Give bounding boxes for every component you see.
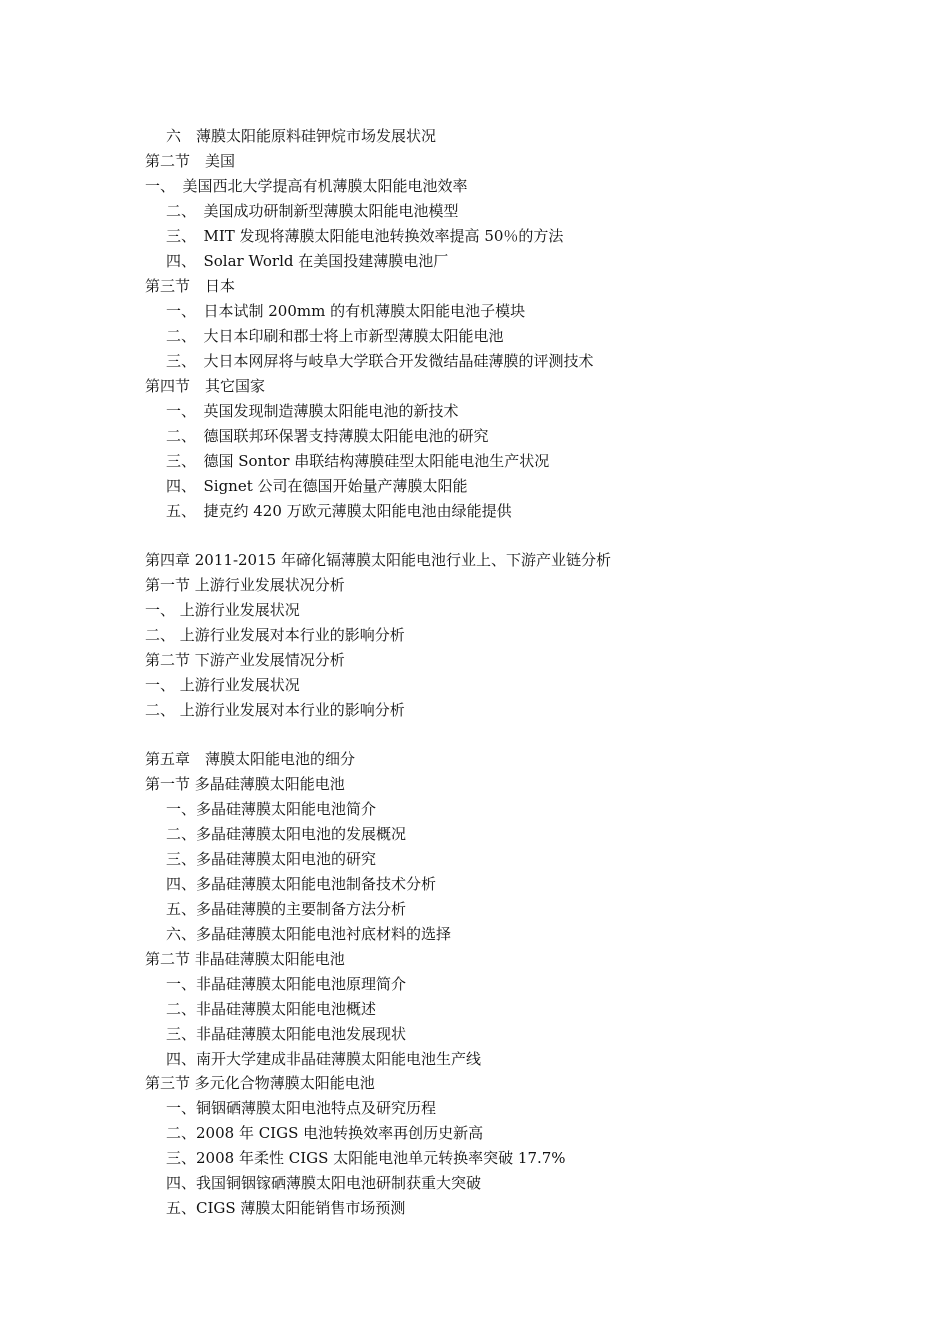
- toc-section-heading: 第二节 下游产业发展情况分析: [145, 651, 345, 669]
- toc-item: 三、非晶硅薄膜太阳能电池发展现状: [166, 1025, 407, 1043]
- toc-section-heading: 第二节 美国: [145, 152, 236, 170]
- toc-section-heading: 第一节 多晶硅薄膜太阳能电池: [145, 775, 345, 793]
- toc-item: 四、多晶硅薄膜太阳能电池制备技术分析: [166, 875, 437, 893]
- toc-item: 四、 Signet 公司在德国开始量产薄膜太阳能: [166, 477, 468, 495]
- toc-item: 三、多晶硅薄膜太阳电池的研究: [166, 850, 377, 868]
- toc-item: 一、 上游行业发展状况: [145, 601, 300, 619]
- toc-item: 三、 大日本网屏将与岐阜大学联合开发微结晶硅薄膜的评测技术: [166, 352, 594, 370]
- toc-item: 一、 英国发现制造薄膜太阳能电池的新技术: [166, 402, 459, 420]
- toc-section-heading: 第三节 多元化合物薄膜太阳能电池: [145, 1074, 375, 1092]
- toc-item: 三、 MIT 发现将薄膜太阳能电池转换效率提高 50％的方法: [166, 227, 564, 245]
- toc-item: 六、多晶硅薄膜太阳能电池衬底材料的选择: [166, 925, 452, 943]
- toc-item: 四、我国铜铟镓硒薄膜太阳电池研制获重大突破: [166, 1174, 482, 1192]
- toc-chapter-heading: 第四章 2011-2015 年碲化镉薄膜太阳能电池行业上、下游产业链分析: [145, 551, 611, 569]
- toc-section-heading: 第三节 日本: [145, 277, 236, 295]
- toc-item: 三、 德国 Sontor 串联结构薄膜硅型太阳能电池生产状况: [166, 452, 550, 470]
- toc-section-heading: 第二节 非晶硅薄膜太阳能电池: [145, 950, 345, 968]
- toc-item: 二、2008 年 CIGS 电池转换效率再创历史新高: [166, 1124, 484, 1142]
- toc-item: 三、2008 年柔性 CIGS 太阳能电池单元转换率突破 17.7%: [166, 1149, 566, 1167]
- toc-item: 二、 上游行业发展对本行业的影响分析: [145, 701, 405, 719]
- toc-item: 一、 美国西北大学提高有机薄膜太阳能电池效率: [145, 177, 468, 195]
- toc-item: 一、 上游行业发展状况: [145, 676, 300, 694]
- toc-item: 二、 大日本印刷和郡士将上市新型薄膜太阳能电池: [166, 327, 504, 345]
- toc-item: 五、CIGS 薄膜太阳能销售市场预测: [166, 1199, 406, 1217]
- toc-section-heading: 第一节 上游行业发展状况分析: [145, 576, 345, 594]
- toc-item: 二、 美国成功研制新型薄膜太阳能电池模型: [166, 202, 459, 220]
- toc-item: 一、多晶硅薄膜太阳能电池简介: [166, 800, 377, 818]
- toc-item: 四、 Solar World 在美国投建薄膜电池厂: [166, 252, 449, 270]
- toc-chapter-heading: 第五章 薄膜太阳能电池的细分: [145, 750, 356, 768]
- toc-item: 一、 日本试制 200mm 的有机薄膜太阳能电池子模块: [166, 302, 526, 320]
- toc-item: 五、 捷克约 420 万欧元薄膜太阳能电池由绿能提供: [166, 502, 512, 520]
- toc-item: 五、多晶硅薄膜的主要制备方法分析: [166, 900, 407, 918]
- toc-item: 六 薄膜太阳能原料硅钾烷市场发展状况: [166, 127, 437, 145]
- toc-item: 二、非晶硅薄膜太阳能电池概述: [166, 1000, 377, 1018]
- toc-item: 四、南开大学建成非晶硅薄膜太阳能电池生产线: [166, 1050, 482, 1068]
- toc-item: 一、非晶硅薄膜太阳能电池原理简介: [166, 975, 407, 993]
- toc-section-heading: 第四节 其它国家: [145, 377, 266, 395]
- toc-item: 二、 德国联邦环保署支持薄膜太阳能电池的研究: [166, 427, 489, 445]
- toc-item: 二、 上游行业发展对本行业的影响分析: [145, 626, 405, 644]
- toc-item: 一、铜铟硒薄膜太阳电池特点及研究历程: [166, 1099, 437, 1117]
- toc-item: 二、多晶硅薄膜太阳电池的发展概况: [166, 825, 407, 843]
